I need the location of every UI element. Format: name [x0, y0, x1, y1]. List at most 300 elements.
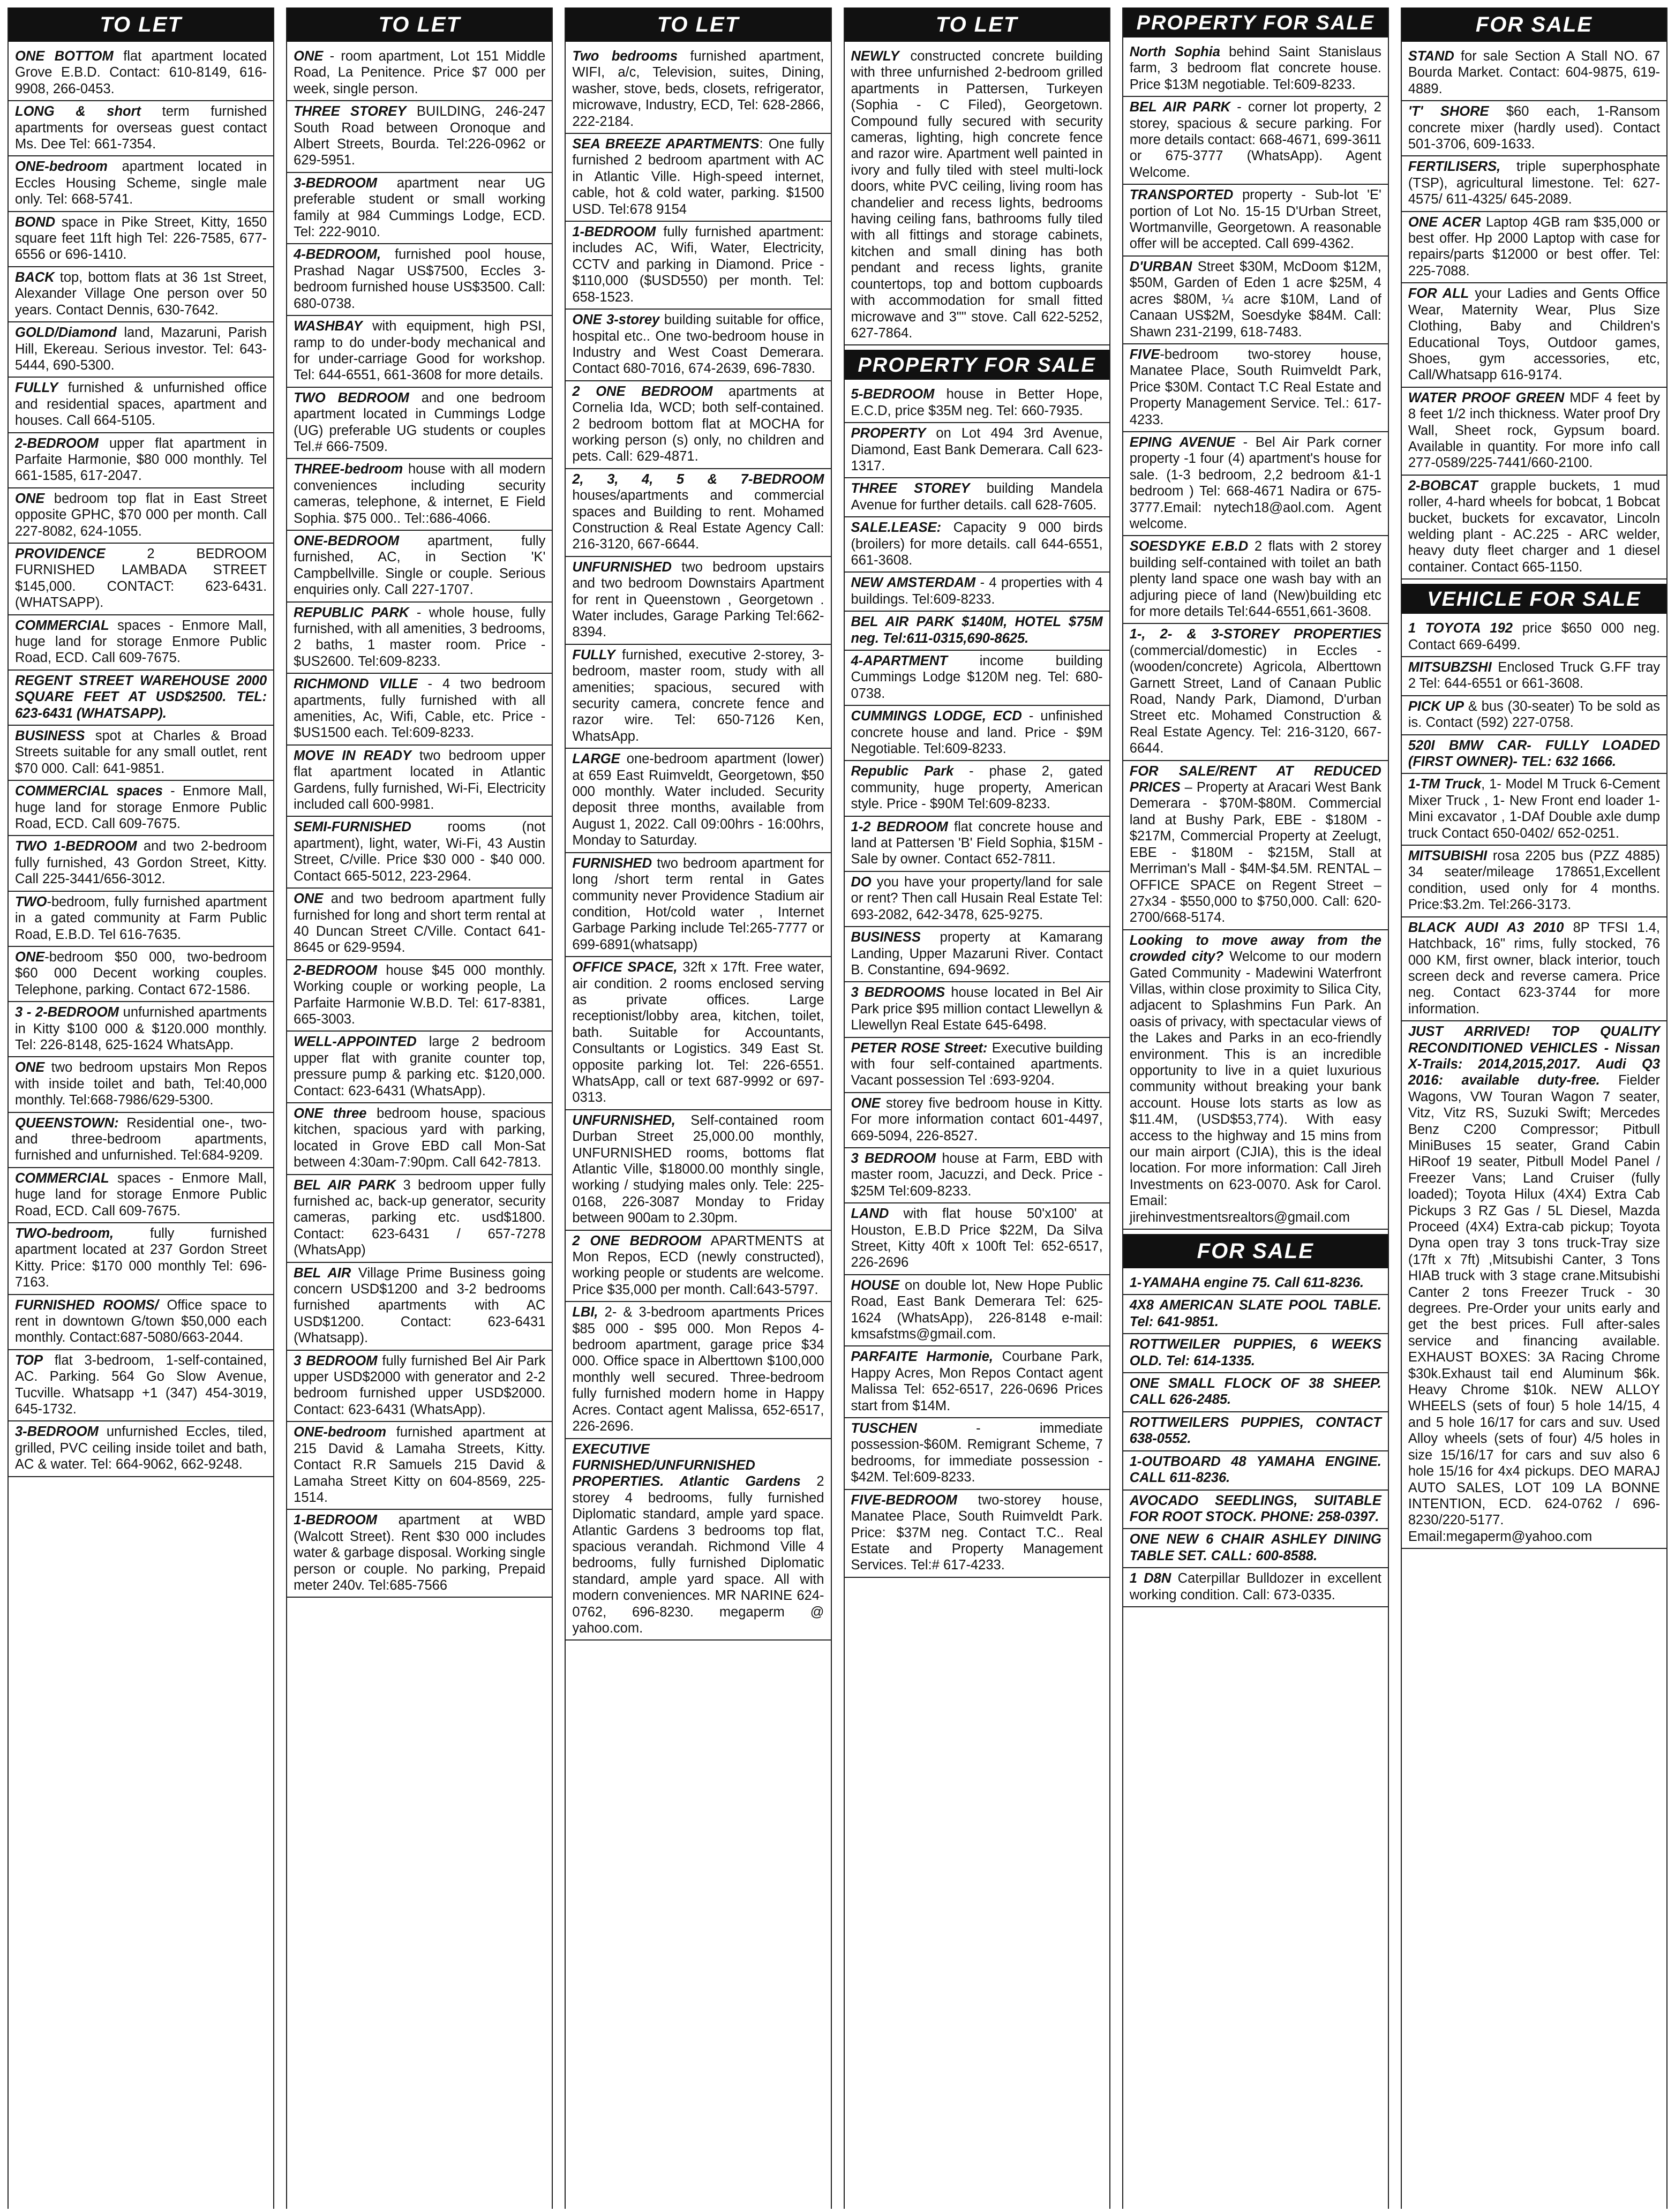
ad-text: rosa 2205 bus (PZZ 4885) 34 seater/mileage 178651,Excellent condition, used only for 4 months. Price:$3.2m. Tel:266-3173.	[1408, 848, 1661, 913]
classified-ad	[287, 674, 552, 746]
classified-ad	[1123, 432, 1388, 536]
classified-ad	[845, 982, 1109, 1037]
classified-ad	[287, 1351, 552, 1423]
classified-ad	[287, 46, 552, 101]
ad-lead: BUSINESS	[851, 930, 921, 945]
classified-ad	[1402, 917, 1666, 1021]
ad-text: flat apartment located Grove E.B.D. Contact: 610-8149, 616-9908, 266-0453.	[15, 49, 267, 96]
ad-text: Village Prime Business going concern USD$1200 and 3-2 bedrooms furnished apartments with AC USD$1200. Contact: 623-6431 (Whatsapp).	[294, 1265, 546, 1346]
ad-lead: PROPERTY	[851, 426, 926, 441]
ad-text: – Property at Aracari West Bank Demerara - $70M-$80M. Commercial land at Bushy Park, EBE - $180M - $217M, Commercial Property at Zeelugt, EBE - $180M - $215M, Stall at Merriman's Mall - $4M-$4.5M. RENTAL – OFFICE SPACE on Regent Street – 27x34 - $550,000 to $750,000. Call: 620-2700/668-5174.	[1129, 780, 1381, 926]
ad-text: 2 BEDROOM FURNISHED LAMBADA STREET $145,000. CONTACT: 623-6431. (WHATSAPP).	[15, 546, 267, 611]
classified-ad	[287, 1422, 552, 1510]
ad-text: Capacity 9 000 birds (broilers) for more details. call 644-6551, 661-3608.	[851, 520, 1103, 568]
classified-ad	[845, 46, 1109, 345]
classified-ad	[845, 1038, 1109, 1093]
ad-lead: BEL AIR PARK	[1129, 100, 1231, 115]
ad-lead: SEMI-FURNISHED	[294, 819, 411, 835]
column-3	[565, 7, 831, 2209]
ad-lead: JUST ARRIVED! TOP QUALITY RECONDITIONED VEHICLES - Nissan X-Trails: 2014,2015,2017. Audi Q3 2016: available duty-free.	[1408, 1024, 1661, 1088]
classified-ad	[1123, 1373, 1388, 1412]
classified-ad	[1123, 1334, 1388, 1373]
ad-lead: NEW AMSTERDAM	[851, 575, 976, 591]
ad-text: Self-contained room Durban Street 25,000.00 monthly, UNFURNISHED rooms, bottoms flat Atlantic Ville, $18000.00 monthly single, working / studying males only. Tele: 225-0168, 226-3087 Monday to Friday between 900am to 2.30pm.	[572, 1112, 824, 1226]
ad-lead: NEWLY	[851, 49, 899, 64]
section-header: FOR SALE	[1402, 7, 1666, 42]
ad-lead: EXECUTIVE FURNISHED/UNFURNISHED PROPERTIES. Atlantic Gardens	[572, 1441, 801, 1489]
classified-ad	[845, 1490, 1109, 1578]
ad-text: furnished apartment, WIFI, a/c, Television, suites, Dining, washer, stove, beds, closets, refrigerator, microwave, Industry, ECD, Tel: 628-2866, 222-2184.	[572, 49, 824, 129]
ad-lead: BACK	[15, 269, 55, 285]
ad-text: land, Mazaruni, Parish Hill, Ekereau. Serious investor. Tel: 643-5444, 690-5300.	[15, 325, 267, 373]
ad-lead: THREE STOREY	[851, 481, 970, 496]
classified-ad	[1402, 618, 1666, 657]
ad-lead: FIVE-BEDROOM	[851, 1492, 957, 1508]
ad-lead: OFFICE SPACE,	[572, 960, 678, 975]
classified-ad	[1123, 97, 1388, 185]
ad-lead: ONE three	[294, 1105, 367, 1121]
classified-ad	[1402, 46, 1666, 101]
classified-ad	[9, 781, 273, 836]
ad-lead: ROTTWEILER PUPPIES, 6 WEEKS OLD. Tel: 614-1335.	[1129, 1337, 1381, 1368]
section-header: PROPERTY FOR SALE	[845, 350, 1109, 380]
classified-ad	[9, 1350, 273, 1422]
classified-ad	[9, 836, 273, 891]
classified-ad	[566, 1110, 830, 1231]
classified-ad	[9, 212, 273, 267]
classified-ad	[287, 1510, 552, 1598]
classified-ad	[845, 927, 1109, 982]
ad-lead: FOR ALL	[1408, 286, 1469, 302]
classified-ad	[845, 423, 1109, 478]
ad-lead: TWO BEDROOM	[294, 390, 409, 405]
ad-lead: 1-OUTBOARD 48 YAMAHA ENGINE. CALL 611-8236.	[1129, 1454, 1381, 1486]
classified-ad	[1123, 42, 1388, 97]
ad-text: furnished & unfurnished office and residential spaces, apartment and houses. Call 664-5105.	[15, 380, 267, 428]
ad-lead: D'URBAN	[1129, 259, 1192, 274]
classified-ad	[287, 316, 552, 388]
ad-text: building suitable for office, hospital etc.. One two-bedroom house in Industry and West Coast Demerara. Contact 680-7016, 674-2639, 696-7830.	[572, 312, 824, 377]
ad-text: Welcome to our modern Gated Community - Madewini Waterfront Villas, within close proximity to Silica City, adjacent to Splashmins Fun Park. An oasis of privacy, with spectacular views of the Lakes and Parks in an eco-friendly environment. This is an incredible opportunity to live in a quiet luxurious community without breaking your bank account. House lots starts as low as $11.4M, (USD$53,774). With easy access to the highway and 15 mins from our main airport (CJIA), this is the ideal location. For more information: Call Jireh Investments on 623-0070. Ask for Carol. Email: jirehinvestmentsrealtors@gmail.com	[1129, 949, 1381, 1225]
ad-text: - Bel Air Park corner property -1 four (4) apartment's house for sale. (1-3 bedroom, 2,2 bedroom &1-1 bedroom ) Tel: 668-4671 Nadira or 675-3777.Email: nytech18@aol.com. Agent welcome.	[1129, 434, 1381, 531]
ad-lead: 2 ONE BEDROOM	[572, 383, 713, 399]
classified-ad	[845, 1275, 1109, 1347]
ad-text: rooms (not apartment), light, water, Wi-Fi, 43 Austin Street, C/ville. Price $30 000 - $40 000. Contact 665-5012, 223-2964.	[294, 819, 546, 884]
ad-lead: FULLY	[15, 380, 58, 396]
ad-lead: WASHBAY	[294, 319, 363, 334]
ad-text: -bedroom, fully furnished apartment in a gated community at Farm Public Road, E.B.D. Tel 616-7635.	[15, 894, 267, 942]
classified-ad	[845, 384, 1109, 423]
ad-text: house located in Bel Air Park price $95 million contact Llewellyn & Llewellyn Real Estate 645-6498.	[851, 985, 1103, 1033]
ad-lead: ROTTWEILERS PUPPIES, CONTACT 638-0552.	[1129, 1415, 1381, 1447]
ad-text: MDF 4 feet by 8 feet 1/2 inch thickness. Water proof Dry Wall, Sheet rock, Gypsum board. Available in quantity. For more info call 277-0589/225-7441/660-2100.	[1408, 390, 1661, 471]
ad-lead: MITSUBISHI	[1408, 848, 1488, 864]
ad-lead: 'T' SHORE	[1408, 104, 1489, 119]
classified-ad	[287, 244, 552, 316]
ad-text: two bedroom upstairs and two bedroom Downstairs Apartment for rent in Queenstown , Georgetown . Water includes, Garage Parking Tel:662-8394.	[572, 559, 824, 640]
classified-ad	[1402, 846, 1666, 917]
ad-lead: QUEENSTOWN:	[15, 1115, 119, 1131]
ad-text: 32ft x 17ft. Free water, air condition. 2 rooms enclosed serving as private offices. Large receptionist/lobby area, kitchen, toilet, bath. Suitable for Accountants, Consultants or Logistics. 349 East St. opposite parking lot. Tel: 226-6551. WhatsApp, call or text 687-9992 or 697-0313.	[572, 960, 824, 1105]
classified-ad	[9, 267, 273, 322]
ad-text: on Lot 494 3rd Avenue, Diamond, East Bank Demerara. Call 623-1317.	[851, 426, 1103, 473]
section-header: FOR SALE	[1123, 1234, 1388, 1268]
ad-text: and two 2-bedroom fully furnished, 43 Gordon Street, Kitty. Call 225-3441/656-3012.	[15, 839, 267, 887]
classified-ad	[1123, 1412, 1388, 1451]
classified-ad	[9, 1113, 273, 1168]
classified-ad	[566, 957, 830, 1110]
ad-lead: HOUSE	[851, 1277, 900, 1293]
ad-text: Enclosed Truck G.FF tray 2 Tel: 644-6551 or 661-3608.	[1408, 660, 1661, 691]
ad-text: with flat house 50'x100' at Houston, E.B.D Price $22M, Da Silva Street, Kitty 40ft x 100ft Tel: 652-6517, 226-2696	[851, 1206, 1103, 1270]
ad-lead: SEA BREEZE APARTMENTS	[572, 137, 760, 152]
ad-lead: ONE	[294, 49, 324, 64]
classified-ad	[1123, 257, 1388, 344]
ad-text: -bedroom two-storey house, Manatee Place, South Ruimveldt Park, Price $30M. Contact T.C Real Estate and Property Management Service. Tel.: 617-4233.	[1129, 347, 1381, 427]
classified-ad	[1402, 657, 1666, 696]
ad-text: $60 each, 1-Ransom concrete mixer (hardly used). Contact 501-3706, 609-1633.	[1408, 104, 1661, 152]
classified-ad	[1402, 388, 1666, 476]
ad-text: house with all modern conveniences including security cameras, telephone, & internet, E Field Sophia. $75 000.. Tel::686-4066.	[294, 462, 546, 526]
ad-text: Executive building with four self-contained apartments. Vacant possession Tel :693-9204.	[851, 1040, 1103, 1088]
ad-lead: GOLD/Diamond	[15, 325, 117, 341]
ad-lead: PARFAITE Harmonie,	[851, 1349, 993, 1365]
classified-ad	[1123, 1273, 1388, 1295]
ad-text: term furnished apartments for overseas guest contact Ms. Dee Tel: 661-7354.	[15, 104, 267, 152]
ad-lead: 3 BEDROOM	[851, 1150, 936, 1166]
column-1	[7, 7, 274, 2209]
classified-ad	[845, 1418, 1109, 1490]
classified-ad	[845, 706, 1109, 761]
ad-text: 2 flats with 2 storey building self-contained with toilet an bath plenty land space one wash bay with an adjuring piece of land (New)building etc for more details Tel:644-6551,661-3608.	[1129, 539, 1381, 619]
ad-text: , 1- Model M Truck 6-Cement Mixer Truck , 1- New Front end loader 1-Mini excavator , 1-DAf Double axle dump truck Contact 650-0402/ 652-0251.	[1408, 777, 1661, 841]
classified-ad	[9, 488, 273, 544]
classified-ad	[1402, 476, 1666, 580]
ad-text: fully furnished Bel Air Park upper USD$2000 with generator and 2-2 bedroom furnished upper USD$2000. Contact: 623-6431 (WhatsApp).	[294, 1353, 546, 1417]
ad-lead: BOND	[15, 214, 56, 230]
classified-ad	[566, 469, 830, 557]
classified-ad	[566, 1231, 830, 1303]
classified-ad	[287, 889, 552, 960]
ad-text: unfurnished Eccles, tiled, grilled, PVC ceiling inside toilet and bath, AC & water. Tel: 664-9062, 662-9248.	[15, 1424, 267, 1472]
ad-text: unfurnished apartments in Kitty $100 000 & $120.000 monthly. Tel: 226-8148, 625-1624 WhatsApp.	[15, 1005, 267, 1052]
ad-lead: 1 D8N	[1129, 1571, 1171, 1586]
ad-text: apartment, fully furnished, AC, in Section 'K' Campbellville. Single or couple. Serious enquiries only. Call 227-1707.	[294, 533, 546, 598]
ad-lead: WATER PROOF GREEN	[1408, 390, 1565, 405]
ad-lead: EPING AVENUE	[1129, 434, 1236, 450]
ad-text: house $45 000 monthly. Working couple or working people, La Parfaite Harmonie W.B.D. Tel: 617-8381, 665-3003.	[294, 962, 546, 1027]
ad-text: Courbane Park, Happy Acres, Mon Repos Contact agent Malissa Tel: 652-6517, 226-0696 Prices start from $14M.	[851, 1349, 1103, 1413]
ad-text: building Mandela Avenue for further details. call 628-7605.	[851, 481, 1103, 513]
ad-lead: ONE 3-storey	[572, 312, 660, 328]
ad-lead: ONE	[15, 491, 45, 506]
classified-ad	[845, 612, 1109, 651]
ad-text: 3 bedroom upper fully furnished ac, back-up generator, security cameras, parking etc. usd$1800. Contact: 623-6431 / 657-7278 (WhatsApp)	[294, 1177, 546, 1258]
ad-text: flat concrete house and land at Pattersen 'B' Field Sophia, $15M - Sale by owner. Contact 652-7811.	[851, 819, 1103, 867]
classified-ad	[1123, 1568, 1388, 1607]
ad-lead: TOP	[15, 1352, 43, 1368]
ad-text: 8P TFSI 1.4, Hatchback, 16" rims, fully stocked, 76 000 KM, first owner, black interior, touch screen deck and reverse camera. Price neg. Contact 623-3744 for more information.	[1408, 920, 1661, 1017]
ad-lead: THREE-bedroom	[294, 462, 403, 477]
column-5	[1122, 7, 1389, 2209]
ad-lead: COMMERCIAL spaces	[15, 784, 163, 799]
classified-ad	[1123, 185, 1388, 257]
ad-lead: STAND	[1408, 49, 1454, 64]
classified-ad	[566, 557, 830, 645]
ad-text: - immediate possession-$60M. Remigrant Scheme, 7 bedrooms, for immediate possession - $42M. Tel:609-8233.	[851, 1421, 1103, 1485]
classified-ad	[566, 749, 830, 853]
classified-ad	[566, 645, 830, 749]
ad-text: flat 3-bedroom, 1-self-contained, AC. Parking. 564 Go Slow Avenue, Tucville. Whatsapp +1 (347) 454-3019, 645-1732.	[15, 1352, 267, 1417]
ad-text: 2- & 3-bedroom apartments Prices $85 000 - $95 000. Mon Repos 4-bedroom apartment, garage price $34 000. Office space in Alberttown $100,000 monthly well secured. Three-bedroom fully furnished modern home in Happy Acres. Contact agent Malissa, 652-6517, 226-2696.	[572, 1305, 824, 1434]
ad-text: furnished, executive 2-storey, 3-bedroom, master room, study with all amenities; spacious, secured with security camera, concrete fence and razor wire. Tel: 650-7126 Ken, WhatsApp.	[572, 647, 824, 744]
ad-text: - 4 two bedroom apartments, fully furnished with all amenities, Ac, Wifi, Cable, etc. Price - $US1500 each. Tel:609-8233.	[294, 676, 546, 741]
section-header: TO LET	[845, 7, 1109, 42]
classified-ad	[1123, 344, 1388, 432]
ad-text: - unfinished concrete house and land. Price - $9M Negotiable. Tel:609-8233.	[851, 709, 1103, 757]
ad-lead: ONE-bedroom	[15, 159, 108, 175]
ad-text: two bedroom apartment for long /short term rental in Gates community never Providence Stadium air condition, Hot/cold water , Internet Garbage Parking include Tel:265-7777 or 699-6891(whatsapp)	[572, 855, 824, 952]
ad-text: spot at Charles & Broad Streets suitable for any small outlet, rent $70 000. Call: 641-9851.	[15, 728, 267, 776]
classified-ad	[287, 603, 552, 674]
ad-text: bedroom top flat in East Street opposite GPHC, $70 000 per month. Call 227-8082, 624-1055.	[15, 491, 267, 539]
ad-lead: COMMERCIAL	[15, 1170, 109, 1186]
ad-lead: ONE	[851, 1095, 881, 1111]
ad-lead: PICK UP	[1408, 698, 1464, 714]
ad-lead: 2 ONE BEDROOM	[572, 1233, 701, 1248]
classified-ad	[1402, 101, 1666, 156]
ad-lead: UNFURNISHED	[572, 559, 672, 575]
classified-ad	[9, 156, 273, 212]
ad-lead: BLACK AUDI A3 2010	[1408, 920, 1564, 935]
ad-lead: LBI,	[572, 1305, 598, 1320]
section-header: PROPERTY FOR SALE	[1123, 7, 1388, 37]
classified-ad	[1123, 1451, 1388, 1491]
ad-text: spaces - Enmore Mall, huge land for storage Enmore Public Road, ECD. Call 609-7675.	[15, 618, 267, 666]
ad-text: behind Saint Stanislaus farm, 3 bedroom flat concrete house. Price $13M negotiable. Tel:609-8233.	[1129, 44, 1381, 92]
classified-ad	[566, 222, 830, 310]
classified-ad	[9, 671, 273, 726]
classified-ad	[845, 517, 1109, 573]
ad-lead: CUMMINGS LODGE, ECD	[851, 709, 1022, 724]
ad-lead: TRANSPORTED	[1129, 187, 1234, 203]
section-header: TO LET	[9, 7, 273, 42]
classified-ad	[1123, 536, 1388, 624]
ad-lead: THREE STOREY	[294, 104, 407, 119]
ad-text: fully furnished apartment located at 237 Gordon Street Kitty. Price: $170 000 monthly Tel: 696-7163.	[15, 1226, 267, 1290]
ad-lead: 1-YAMAHA engine 75. Call 611-8236.	[1129, 1275, 1364, 1291]
ad-text: spaces - Enmore Mall, huge land for storage Enmore Public Road, ECD. Call 609-7675.	[15, 1170, 267, 1218]
ad-lead: Republic Park	[851, 764, 954, 779]
ad-lead: ONE	[15, 949, 45, 965]
classified-ad	[9, 1057, 273, 1112]
classified-ad	[287, 459, 552, 531]
ad-lead: Two bedrooms	[572, 49, 678, 64]
ad-text: APARTMENTS at Mon Repos, ECD (newly constructed), working people or students are welcome. Price $35,000 per month. Call:643-5797.	[572, 1233, 824, 1297]
ad-text: your Ladies and Gents Office Wear, Maternity Wear, Plus Size Clothing, Baby and Children's Educational Toys, Outdoor games, Shoes, gym accessories, etc, Call/Whatsapp 616-9174.	[1408, 286, 1661, 383]
ad-text: 2 storey 4 bedrooms, fully furnished Diplomatic standard, ample yard space. Atlantic Gardens 3 bedrooms top flat, spacious verandah. Richmond Ville 4 bedrooms, fully furnished Diplomatic standard, ample yard space. All with modern conveniences. MR NARINE 624-0762, 696-8230. megaperm @ yahoo.com.	[572, 1474, 824, 1636]
classified-ad	[566, 1302, 830, 1439]
ad-lead: RICHMOND VILLE	[294, 676, 418, 692]
ad-lead: 2-BOBCAT	[1408, 478, 1478, 493]
ad-lead: 4-APARTMENT	[851, 653, 948, 668]
ad-lead: 4X8 AMERICAN SLATE POOL TABLE. Tel: 641-9851.	[1129, 1298, 1381, 1329]
classified-ad	[1123, 1295, 1388, 1334]
ad-lead: 520I BMW CAR- FULLY LOADED (FIRST OWNER)- TEL: 632 1666.	[1408, 738, 1661, 770]
ad-lead: BUSINESS	[15, 728, 85, 744]
ad-lead: LAND	[851, 1206, 889, 1222]
ad-lead: PROVIDENCE	[15, 546, 106, 561]
ad-lead: BEL AIR PARK $140M, HOTEL $75M neg. Tel:611-0315,690-8625.	[851, 614, 1103, 646]
ad-text: bedroom house, spacious kitchen, spacious yard with parking, located in Grove EBD call Mon-Sat between 4:30am-7:90pm. Call 642-7813.	[294, 1105, 546, 1170]
ad-text: storey five bedroom house in Kitty. For more information contact 601-4497, 669-5094, 226-8527.	[851, 1095, 1103, 1143]
ad-lead: ONE-bedroom	[294, 1425, 387, 1440]
ad-text: (commercial/domestic) in Eccles - (wooden/concrete) Agricola, Alberttown Garnett Street, Land of Canaan Public Road, Nandy Park, Diamond, D'urban Street etc. Mohamed Construction & Real Estate Agency. Tel: 216-3120, 667-6644.	[1129, 643, 1381, 756]
classified-ad	[287, 817, 552, 889]
ad-lead: FERTILISERS,	[1408, 159, 1501, 175]
classified-ad	[845, 1203, 1109, 1275]
classified-ad	[9, 1168, 273, 1223]
ad-lead: LONG & short	[15, 104, 141, 119]
classified-ad	[566, 310, 830, 381]
ad-text: on double lot, New Hope Public Road, East Bank Demerara Tel: 625-1624 (WhatsApp), 226-8148 e-mail: kmsafstms@gmail.com.	[851, 1277, 1103, 1342]
classified-ad	[845, 761, 1109, 816]
classified-ad	[287, 101, 552, 173]
ad-text: fully furnished apartment: includes AC, Wifi, Water, Electricity, CCTV and parking in Diamond. Price - $110,000 ($USD550) per month. Tel: 658-1523.	[572, 224, 824, 305]
ad-text: constructed concrete building with three unfurnished 2-bedroom grilled apartments in Pattersen, Turkeyen (Sophia - C Filed), Georgetown. Compound fully secured with security cameras, lighting, high concrete fence and razor wire. Apartment well painted in ivory and fully tiled with steel multi-lock doors, white PVC ceiling, living room has chandelier and recess lights, bedrooms having ceiling fans, bathrooms fully tiled with all fittings and storage cabinets, kitchen and small dining has both pendant and recess lights, granite countertops, top and bottom cupboards with accommodation for small fitted microwave and 3"" stove. Call 622-5252, 627-7864.	[851, 49, 1103, 341]
ad-lead: MITSUBZSHI	[1408, 660, 1492, 675]
ad-text: two bedroom upstairs Mon Repos with inside toilet and bath, Tel:40,000 monthly. Tel:668-7986/629-5300.	[15, 1060, 267, 1108]
ad-lead: TUSCHEN	[851, 1421, 917, 1436]
ad-lead: TWO 1-BEDROOM	[15, 839, 137, 854]
ad-lead: AVOCADO SEEDLINGS, SUITABLE FOR ROOT STOCK. PHONE: 258-0397.	[1129, 1493, 1381, 1524]
classified-ad	[287, 1175, 552, 1263]
ad-text: grapple buckets, 1 mud roller, 4-hard wheels for bobcat, 1 Bobcat bucket, buckets for excavator, Lincoln welding plant - AC.225 - ARC welder, heavy duty fleet charger and 1 diesel container. Contact 665-1150.	[1408, 478, 1661, 575]
classified-ad	[566, 46, 830, 134]
ad-lead: FURNISHED ROOMS/	[15, 1297, 159, 1313]
classified-ad	[9, 892, 273, 947]
ad-lead: ONE	[294, 891, 324, 907]
ad-text: - room apartment, Lot 151 Middle Road, La Penitence. Price $7 000 per week, single person.	[294, 49, 546, 96]
classified-ad	[566, 134, 830, 222]
classified-ad	[9, 947, 273, 1002]
ad-text: apartment at WBD (Walcott Street). Rent $30 000 includes water & garbage disposal. Working single person or couple. No parking, Prepaid meter 240v. Tel:685-7566	[294, 1513, 546, 1593]
ad-lead: FOR SALE/RENT AT REDUCED PRICES	[1129, 763, 1381, 795]
classified-ad	[1402, 283, 1666, 387]
classified-ad	[287, 173, 552, 245]
classified-ad	[1123, 1529, 1388, 1568]
ad-text: - whole house, fully furnished, with all amenities, 3 bedrooms, 2 baths, 1 master room. Price - $US2600. Tel:609-8233.	[294, 605, 546, 669]
classified-ad	[1123, 1491, 1388, 1530]
ad-text: apartment near UG preferable student or small working family at 984 Cummings Lodge, ECD. Tel: 222-9010.	[294, 175, 546, 240]
ad-text: & bus (30-seater) To be sold as is. Contact (592) 227-0758.	[1408, 698, 1661, 731]
ad-lead: 3 BEDROOM	[294, 1353, 378, 1368]
ad-text: triple superphosphate (TSP), agricultural limestone. Tel: 627-4575/ 611-4325/ 645-2089.	[1408, 159, 1661, 207]
ad-lead: PETER ROSE Street:	[851, 1040, 988, 1056]
classified-ad	[845, 573, 1109, 612]
ad-text: price $650 000 neg. Contact 669-6499.	[1408, 621, 1661, 652]
classified-ad	[9, 1223, 273, 1295]
ad-text: Residential one-, two- and three-bedroom apartments, furnished and unfurnished. Tel:684-9209.	[15, 1115, 267, 1163]
classified-ad	[9, 1295, 273, 1350]
ad-lead: FULLY	[572, 647, 615, 663]
columns	[7, 7, 1668, 2209]
classified-ad	[845, 651, 1109, 706]
classified-ad	[845, 1148, 1109, 1203]
ad-lead: 3-BEDROOM	[15, 1424, 99, 1440]
ad-text: BUILDING, 246-247 South Road between Oronoque and Albert Streets, Bourda. Tel:226-0962 or 629-5951.	[294, 104, 546, 168]
classified-ad	[845, 817, 1109, 872]
ad-text: for sale Section A Stall NO. 67 Bourda Market. Contact: 604-9875, 619-4889.	[1408, 49, 1661, 96]
ad-lead: TWO-bedroom,	[15, 1226, 114, 1241]
ad-lead: ONE	[15, 1060, 45, 1075]
ad-text: and one bedroom apartment located in Cummings Lodge (UG) preferable UG students or couples Tel.# 666-7509.	[294, 390, 546, 454]
ad-text: houses/apartments and commercial spaces and Building to rent. Mohamed Construction & Real Estate Agency Call: 216-3120, 667-6644.	[572, 488, 824, 552]
ad-lead: 3-BEDROOM	[294, 175, 378, 191]
classified-ad	[845, 872, 1109, 927]
classified-ad	[9, 726, 273, 781]
ad-text: Laptop 4GB ram $35,000 or best offer. Hp 2000 Laptop with case for repairs/parts $12000 or best offer. Tel: 225-7088.	[1408, 214, 1661, 279]
classified-ad	[287, 960, 552, 1032]
ad-lead: BEL AIR PARK	[294, 1177, 396, 1193]
section-header: VEHICLE FOR SALE	[1402, 584, 1666, 614]
classified-ad	[566, 853, 830, 957]
ad-text: Street $30M, McDoom $12M, $50M, Garden of Eden 1 acre $25M, 4 acres $80M, ¼ acre $10M, Land of Canaan US$2M, Soesdyke $84M. Call: Shawn 231-2199, 618-7483.	[1129, 259, 1381, 340]
ad-text: -bedroom $50 000, two-bedroom $60 000 Decent working couples. Telephone, parking. Contact 672-1586.	[15, 949, 267, 997]
ad-text: - Enmore Mall, huge land for storage Enmore Public Road, ECD. Call 609-7675.	[15, 784, 267, 832]
ad-lead: 5-BEDROOM	[851, 387, 935, 402]
ad-text: property - Sub-lot 'E' portion of Lot No. 15-15 D'Urban Street, Wortmanville, Georgetown. A reasonable offer will be accepted. Call 699-4362.	[1129, 187, 1381, 252]
classified-ad	[287, 531, 552, 603]
classified-ad	[9, 46, 273, 101]
ad-text: house in Better Hope, E.C.D, price $35M neg. Tel: 660-7935.	[851, 387, 1103, 418]
ad-text: - 4 properties with 4 buildings. Tel:609-8233.	[851, 575, 1103, 607]
ad-text: you have your property/land for sale or rent? Then call Husain Real Estate Tel: 693-2082, 642-3478, 625-9275.	[851, 874, 1103, 922]
ad-lead: North Sophia	[1129, 44, 1220, 59]
classified-ad	[845, 478, 1109, 517]
ad-lead: WELL-APPOINTED	[294, 1034, 417, 1050]
ad-lead: 3 BEDROOMS	[851, 985, 945, 1000]
section-header: TO LET	[287, 7, 552, 42]
column-4	[844, 7, 1110, 2209]
ad-lead: BEL AIR	[294, 1265, 351, 1281]
classified-ad	[1123, 761, 1388, 930]
classified-ad	[9, 322, 273, 378]
ad-lead: ONE-BEDROOM	[294, 533, 400, 548]
ad-lead: ONE SMALL FLOCK OF 38 SHEEP. CALL 626-2485.	[1129, 1376, 1381, 1408]
ad-lead: REPUBLIC PARK	[294, 605, 409, 620]
ad-text: - corner lot property, 2 storey, spacious & secure parking. For more details contact: 668-4671, 699-3611 or 675-3777 (WhatsApp). Agent Welcome.	[1129, 100, 1381, 180]
ad-text: income building Cummings Lodge $120M neg. Tel: 680-0738.	[851, 653, 1103, 701]
ad-lead: ONE NEW 6 CHAIR ASHLEY DINING TABLE SET. CALL: 600-8588.	[1129, 1532, 1381, 1563]
ad-text: one-bedroom apartment (lower) at 659 East Ruimveldt, Georgetown, $50 000 monthly. Water included. Security deposit three months, available from August 1, 2022. Call 09:00hrs - 16:00hrs, Monday to Saturday.	[572, 751, 824, 848]
ad-lead: DO	[851, 874, 872, 890]
classified-ad	[566, 1439, 830, 1641]
classified-ad	[9, 615, 273, 671]
classified-ad	[287, 1263, 552, 1351]
classified-ad	[1402, 156, 1666, 212]
classified-ad	[1402, 696, 1666, 735]
ad-lead: UNFURNISHED,	[572, 1112, 676, 1128]
ad-lead: MOVE IN READY	[294, 748, 411, 763]
ad-text: furnished pool house, Prashad Nagar US$7500, Eccles 3-bedroom furnished house US$3500. Call: 680-0738.	[294, 247, 546, 311]
ad-lead: 4-BEDROOM,	[294, 247, 381, 262]
ad-lead: LARGE	[572, 751, 620, 767]
ad-text: property at Kamarang Landing, Upper Mazaruni River. Contact B. Constantine, 694-9692.	[851, 930, 1103, 977]
ad-text: Fielder Wagons, VW Touran Wagon 7 seater, Vitz, Vitz RS, Suzuki Swift; Mercedes Benz C200 Compressor; Pitbull MiniBuses 15 seater, Grand Cabin HiRoof 19 seater, Pitbull Model Panel / Freezer Vans; Land Cruiser (fully loaded); Toyota Hilux (4X4) Extra Cab Pickups 3 RZ Gas / 5L Diesel, Mazda Proceed (4X4) Extra-cab pickup; Toyota Dyna open tray 3 tons truck-Tray size (17ft x 7ft) ,Mitsubishi Canter, 3 Tons HIAB truck with 3 stage crane.Mitsubishi Canter 2 tons Freezer Truck - 30 degrees. Pre-Order your units early and get the best prices. Full after-sales service and financing available. EXHAUST BOXES: 3A Racing Chrome $30k.Exhaust tail end Aluminum $6k. Heavy Chrome $10k. NEW ALLOY WHEELS (sets of four) 5 hole 14/15, 4 and 5 hole 16/17 for cars and suv. Used Alloy wheels (sets of four) 4/5 holes in size 15/16/17 for cars and suv also 6 hole 15/16 for 4x4 pickups. DEO MARAJ AUTO SALES, LOT 109 LA BONNE INTENTION, ECD. 624-0762 / 696-8230/220-5177. Email:megaperm@yahoo.com	[1408, 1073, 1661, 1544]
ad-text: space in Pike Street, Kitty, 1650 square feet 11ft high Tel: 226-7585, 677-6556 or 696-1410.	[15, 214, 267, 262]
ad-text: apartments at Cornelia Ida, WCD; both self-contained. 2 bedroom bottom flat at MOCHA for working person (s) only, no children and pets. Call: 629-4871.	[572, 383, 824, 464]
